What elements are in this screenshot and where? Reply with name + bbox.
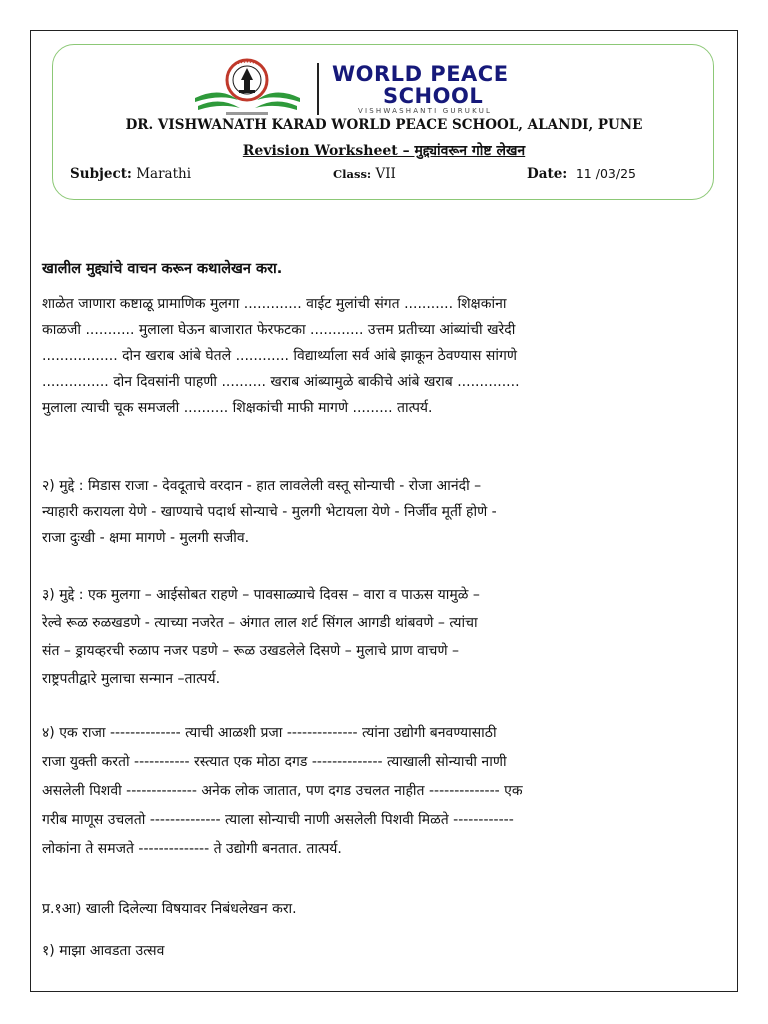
prompt-line: गरीब माणूस उचलतो -------------- त्याला सोन्याची नाणी असलेली पिशवी मिळते ------------ [42,812,514,828]
prompt-line: राजा दुःखी - क्षमा मागणे - मुलगी सजीव. [42,530,250,546]
story-prompt-1 [42,291,728,421]
prompt-line: असलेली पिशवी -------------- अनेक लोक जातात, पण दगड उचलत नाहीत -------------- एक [42,783,523,799]
story-prompt-4 [42,719,728,864]
subject-field [70,166,191,182]
essay-question-label: प्र.१आ) खाली दिलेल्या विषयावर निबंधलेखन करा. [42,901,297,917]
prompt-line: न्याहारी करायला येणे - खाण्याचे पदार्थ सोन्याचे - मुलगी भेटायला येणे - निर्जीव मूर्ती होणे - [42,504,497,520]
school-logo-icon [190,56,305,118]
prompt-line: मुलाला त्याची चूक समजली .......... शिक्षकांची माफी मागणे ......... तात्पर्य. [42,400,433,416]
prompt-line: राष्ट्रपतीद्वारे मुलाचा सन्मान –तात्पर्य. [42,671,221,687]
brand-title-line1: WORLD PEACE [332,62,509,86]
prompt-line: ४) एक राजा -------------- त्याची आळशी प्रजा -------------- त्यांना उद्योगी बनवण्यासाठी [42,725,497,741]
prompt-line: २) मुद्दे : मिडास राजा - देवदूताचे वरदान - हात लावलेली वस्तू सोन्याची - रोजा आनंदी – [42,478,482,494]
prompt-line: ............... दोन दिवसांनी पाहणी .......... खराब आंब्यामुळे बाकीचे आंबे खराब .............. [42,374,520,390]
prompt-line: संत – ड्रायव्हरची रुळाप नजर पडणे – रूळ उखडलेले दिसणे – मुलाचे प्राण वाचणे – [42,643,460,659]
prompt-line: ................. दोन खराब आंबे घेतले ............ विद्यार्थ्याला सर्व आंबे झाकून ठेवण्यास सांगणे [42,348,517,364]
header-divider [317,63,319,115]
class-field [333,166,396,182]
story-prompt-2 [42,473,728,551]
brand-subtitle: VISHWASHANTI GURUKUL [358,107,493,115]
school-name: DR. VISHWANATH KARAD WORLD PEACE SCHOOL, ALANDI, PUNE [125,117,643,133]
brand-title-line2: SCHOOL [383,84,484,108]
date-field [527,166,636,182]
worksheet-title: Revision Worksheet – मुद्द्यांवरून गोष्ट लेखन [242,143,526,159]
essay-topic-1: १) माझा आवडता उत्सव [42,943,165,959]
class-value: VII [375,166,396,182]
prompt-line: ३) मुद्दे : एक मुलगा – आईसोबत राहणे – पावसाळ्याचे दिवस – वारा व पाऊस यामुळे – [42,587,480,603]
subject-label: Subject: [70,166,132,182]
class-label: Class: [333,167,372,181]
instruction-heading: खालील मुद्द्यांचे वाचन करून कथालेखन करा. [42,261,283,277]
story-prompt-3 [42,581,728,693]
prompt-line: लोकांना ते समजते -------------- ते उद्योगी बनतात. तात्पर्य. [42,841,342,857]
subject-value: Marathi [136,166,192,182]
prompt-line: काळजी ........... मुलाला घेऊन बाजारात फेरफटका ............ उत्तम प्रतीच्या आंब्यांची खरेदी [42,322,516,338]
prompt-line: राजा युक्ती करतो ----------- रस्त्यात एक मोठा दगड -------------- त्याखाली सोन्याची नाणी [42,754,507,770]
prompt-line: रेल्वे रूळ रुळखडणे - त्याच्या नजरेत – अंगात लाल शर्ट सिंगल आगडी थांबवणे – त्यांचा [42,615,478,631]
prompt-line: शाळेत जाणारा कष्टाळू प्रामाणिक मुलगा ............. वाईट मुलांची संगत ........... शिक्षकांना [42,296,507,312]
date-value: 11 /03/25 [575,166,636,181]
date-label: Date: [527,166,568,182]
